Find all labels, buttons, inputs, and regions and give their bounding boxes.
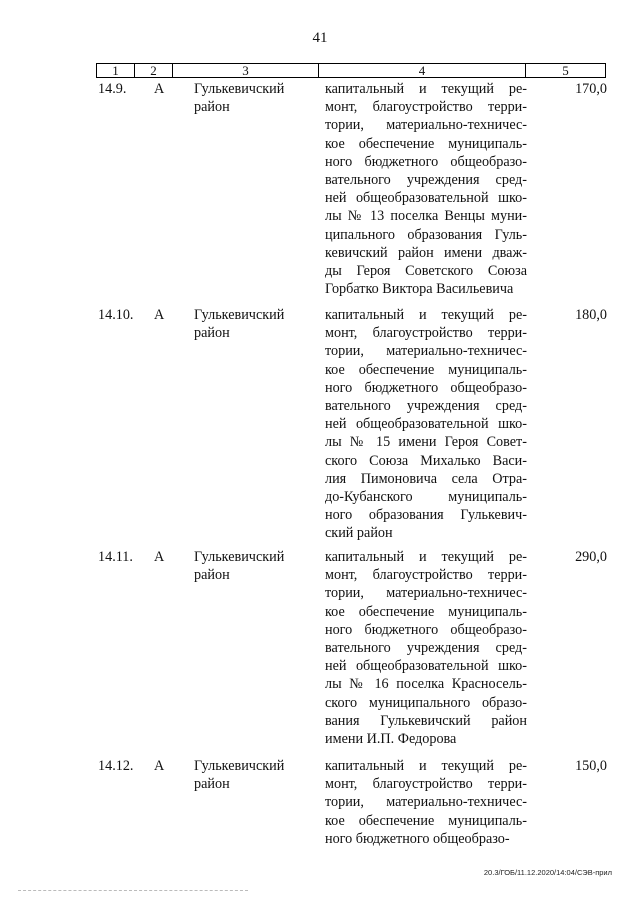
description-line: тории, материально-техничес- [325, 343, 527, 360]
row-district [194, 306, 314, 342]
description-line: Горбатко Виктора Васильевича [325, 281, 514, 298]
row-number: 14.9. [98, 81, 127, 97]
row-number: 14.11. [98, 549, 133, 565]
description-line: вательного учреждения сред- [325, 640, 527, 657]
description-line: кое обеспечение муниципаль- [325, 361, 527, 378]
description-line: монт, благоустройство терри- [325, 567, 527, 584]
description-line: кое обеспечение муниципаль- [325, 135, 527, 152]
row-description [325, 80, 527, 298]
row-number: 14.10. [98, 307, 134, 323]
description-line: лия Пимоновича села Отра- [325, 470, 527, 487]
description-line: капитальный и текущий ре- [325, 81, 527, 97]
district-line: Гулькевичский [194, 81, 285, 97]
row-description [325, 306, 527, 543]
row-category: А [154, 758, 165, 774]
description-line: вания Гулькевичский район [325, 712, 527, 729]
description-line: ного бюджетного общеобразо- [325, 830, 510, 847]
description-line: ного образования Гулькевич- [325, 507, 527, 524]
footer-rule [18, 890, 248, 891]
description-line: кое обеспечение муниципаль- [325, 603, 527, 620]
district-line: район [194, 567, 230, 584]
district-line: Гулькевичский [194, 758, 285, 774]
description-line: ды Героя Советского Союза [325, 263, 527, 280]
row-district [194, 548, 314, 584]
table-header [96, 63, 606, 78]
description-line: лы № 15 имени Героя Совет- [325, 434, 527, 451]
district-line: Гулькевичский [194, 307, 285, 323]
district-line: Гулькевичский [194, 549, 285, 565]
description-line: капитальный и текущий ре- [325, 307, 527, 323]
row-category: А [154, 81, 165, 97]
row-district [194, 80, 314, 116]
row-amount: 170,0 [575, 81, 607, 97]
description-line: ней общеобразовательной шко- [325, 190, 527, 207]
description-line: ского муниципального образо- [325, 694, 527, 711]
description-line: до-Кубанского муниципаль- [325, 489, 527, 506]
description-line: ного бюджетного общеобразо- [325, 153, 527, 170]
description-line: тории, материально-техничес- [325, 794, 527, 811]
row-number: 14.12. [98, 758, 134, 774]
header-cell-4: 4 [319, 64, 526, 77]
row-district [194, 757, 314, 793]
page-number: 41 [312, 30, 328, 46]
row-category: А [154, 549, 165, 565]
row-category: А [154, 307, 165, 323]
document-stamp: 20.3/ГОБ/11.12.2020/14:04/СЭВ-прил [483, 868, 612, 877]
description-line: ней общеобразовательной шко- [325, 416, 527, 433]
description-line: кое обеспечение муниципаль- [325, 812, 527, 829]
row-amount: 290,0 [575, 549, 607, 565]
row-amount: 180,0 [575, 307, 607, 323]
description-line: тории, материально-техничес- [325, 117, 527, 134]
description-line: лы № 16 поселка Красносель- [325, 676, 527, 693]
description-line: ципального образования Гуль- [325, 226, 527, 243]
district-line: район [194, 99, 230, 116]
description-line: ского Союза Михалько Васи- [325, 452, 527, 469]
description-line: вательного учреждения сред- [325, 398, 527, 415]
description-line: монт, благоустройство терри- [325, 776, 527, 793]
description-line: ного бюджетного общеобразо- [325, 621, 527, 638]
description-line: монт, благоустройство терри- [325, 325, 527, 342]
description-line: имени И.П. Федорова [325, 731, 457, 748]
description-line: ский район [325, 525, 393, 542]
description-line: капитальный и текущий ре- [325, 549, 527, 565]
header-cell-1: 1 [97, 64, 135, 77]
description-line: монт, благоустройство терри- [325, 99, 527, 116]
description-line: капитальный и текущий ре- [325, 758, 527, 774]
description-line: вательного учреждения сред- [325, 172, 527, 189]
description-line: лы № 13 поселка Венцы муни- [325, 208, 527, 225]
description-line: ного бюджетного общеобразо- [325, 379, 527, 396]
district-line: район [194, 325, 230, 342]
description-line: кевичский район имени дваж- [325, 244, 527, 261]
description-line: ней общеобразовательной шко- [325, 658, 527, 675]
header-cell-3: 3 [173, 64, 319, 77]
row-amount: 150,0 [575, 758, 607, 774]
row-description [325, 548, 527, 748]
header-cell-5: 5 [562, 63, 569, 78]
district-line: район [194, 776, 230, 793]
row-description [325, 757, 527, 848]
description-line: тории, материально-техничес- [325, 585, 527, 602]
header-cell-2: 2 [135, 64, 173, 77]
